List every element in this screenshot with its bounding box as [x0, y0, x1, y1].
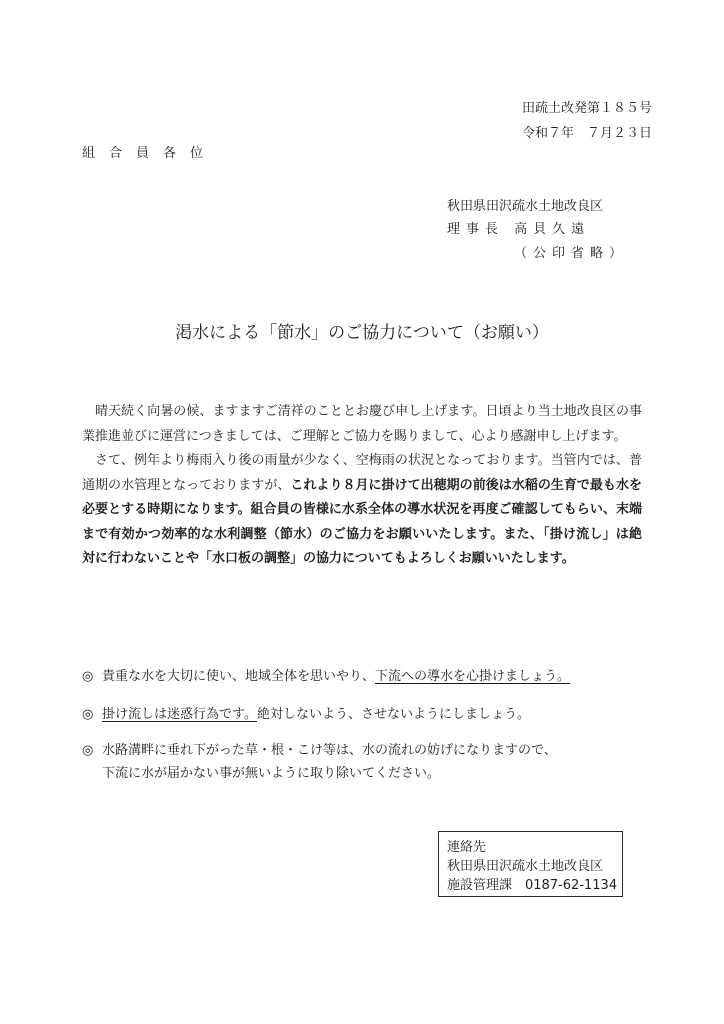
sender-organization: 秋田県田沢疏水土地改良区 [447, 199, 604, 214]
seal-omitted-note: （公印省略） [514, 246, 629, 261]
contact-organization: 秋田県田沢疏水土地改良区 [447, 859, 604, 874]
double-circle-icon: ◎ [82, 743, 94, 758]
contact-department-phone: 施設管理課 0187-62-1134 [447, 878, 618, 893]
document-date: 令和７年 ７月２３日 [521, 126, 652, 141]
note-2-underlined: 掛け流しは迷惑行為です。 [102, 707, 257, 722]
double-circle-icon: ◎ [82, 707, 94, 722]
document-number: 田疏土改発第１８５号 [521, 101, 652, 116]
document-title: 渇水による「節水」のご協力について（お願い） [175, 323, 549, 343]
note-2-text: 絶対しないよう、させないようにしましょう。 [256, 707, 530, 722]
note-3-continuation: 下流に水が届かない事が無いように取り除いてください。 [102, 766, 441, 781]
body-paragraph-2 [82, 449, 642, 572]
contact-box [438, 831, 623, 897]
body-paragraph-2-plain: さて、例年より梅雨入り後の雨量が少なく、空梅雨の状況となっております。当管内では、普通期の水管理となっておりますが、 [82, 453, 642, 493]
note-3-text-line-1: 水路溝畔に垂れ下がった草・根・こけ等は、水の流れの妨げになりますので、 [102, 743, 557, 758]
note-1-underlined: 下流への導水を心掛けましょう。 [375, 669, 571, 684]
note-1-text: 貴重な水を大切に使い、地域全体を思いやり、 [102, 669, 376, 684]
body-paragraph-1: 晴天続く向暑の候、ますますご清祥のこととお慶び申し上げます。日頃より当土地改良区の事業推進並びに運営につきましては、ご理解とご協力を賜りまして、心より感謝申し上げます。 [82, 404, 642, 444]
contact-heading: 連絡先 [447, 840, 487, 855]
body-paragraph-2-bold: これより８月に掛けて出穂期の前後は水稲の生育で最も水を必要とする時期になります。組合員の皆様に水系全体の導水状況を再度ご確認してもらい、末端まで有効かつ効率的な水利調整（節水）のご協力をお願いいたします。また、「掛け流し」は絶対に行わないことや「水口板の調整」の協力についてもよろしくお願いいたします。 [82, 477, 642, 566]
sender-chairman: 理事長 高貝久遠 [447, 222, 591, 237]
double-circle-icon: ◎ [82, 669, 94, 684]
note-item [82, 665, 570, 688]
note-item [82, 703, 530, 726]
body-text [82, 400, 642, 572]
note-item [82, 739, 557, 762]
recipient: 組合員各位 [82, 146, 218, 161]
